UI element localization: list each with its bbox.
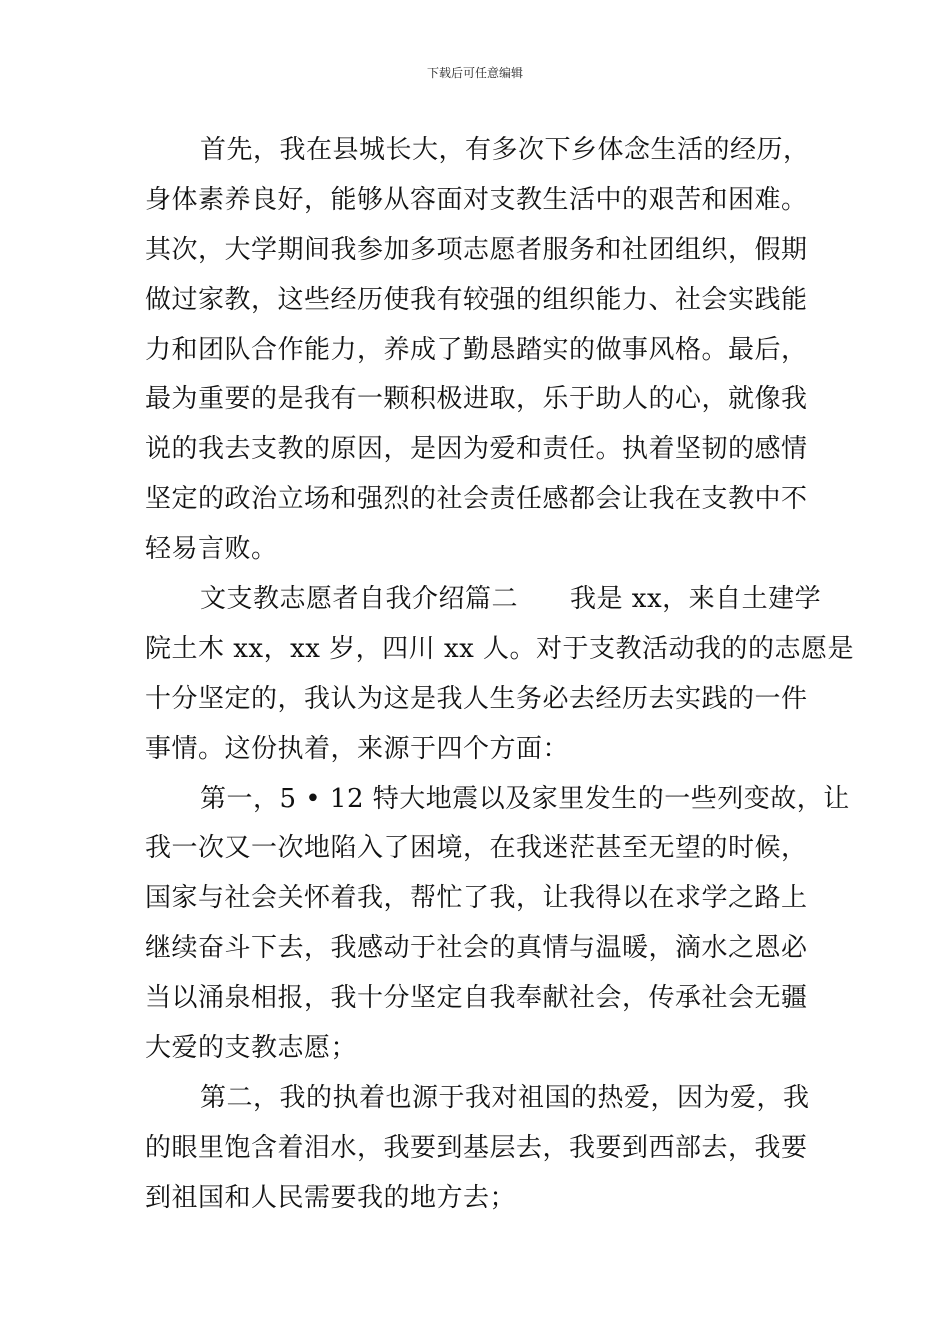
paragraph-3	[145, 775, 850, 1074]
text-line: 身体素养良好，能够从容面对支教生活中的艰苦和困难。	[145, 184, 808, 215]
paragraph-2	[145, 575, 855, 775]
text-line: 其次，大学期间我参加多项志愿者服务和社团组织，假期	[145, 234, 808, 265]
text-line: 当以涌泉相报，我十分坚定自我奉献社会，传承社会无疆	[145, 983, 808, 1014]
text-line	[145, 575, 822, 625]
text-line: 首先，我在县城长大，有多次下乡体念生活的经历，	[200, 135, 810, 165]
section-title: 文支教志愿者自我介绍篇二	[200, 584, 519, 615]
text-line: 的眼里饱含着泪水，我要到基层去，我要到西部去，我要	[145, 1132, 808, 1163]
paragraph-4	[145, 1074, 810, 1224]
section-intro: 我是 xx，来自土建学	[570, 584, 822, 615]
text-line: 轻易言败。	[145, 534, 278, 565]
text-line: 院土木 xx，xx 岁，四川 xx 人。对于支教活动我的的志愿是	[145, 633, 855, 664]
text-line: 力和团队合作能力，养成了勤恳踏实的做事风格。最后，	[145, 334, 808, 365]
text-line: 坚定的政治立场和强烈的社会责任感都会让我在支教中不	[145, 484, 808, 515]
paragraph-1	[145, 126, 810, 575]
text-line: 到祖国和人民需要我的地方去；	[145, 1182, 517, 1213]
text-line: 第二，我的执着也源于我对祖国的热爱，因为爱，我	[200, 1082, 810, 1113]
text-line: 十分坚定的，我认为这是我人生务必去经历去实践的一件	[145, 683, 808, 714]
text-line: 大爱的支教志愿；	[145, 1033, 358, 1064]
text-line: 说的我去支教的原因，是因为爱和责任。执着坚韧的感情	[145, 434, 808, 465]
text-line: 最为重要的是我有一颗积极进取，乐于助人的心，就像我	[145, 384, 808, 415]
text-line: 第一，5 • 12 特大地震以及家里发生的一些列变故，让	[200, 783, 850, 814]
text-line: 国家与社会关怀着我，帮忙了我，让我得以在求学之路上	[145, 883, 808, 914]
text-line: 继续奋斗下去，我感动于社会的真情与温暖，滴水之恩必	[145, 933, 808, 964]
document-body	[145, 126, 855, 1224]
page-header: 下载后可任意编辑	[426, 66, 523, 80]
text-line: 做过家教，这些经历使我有较强的组织能力、社会实践能	[145, 284, 808, 315]
text-line: 我一次又一次地陷入了困境，在我迷茫甚至无望的时候，	[145, 833, 808, 864]
text-line: 事情。这份执着，来源于四个方面：	[145, 733, 570, 764]
